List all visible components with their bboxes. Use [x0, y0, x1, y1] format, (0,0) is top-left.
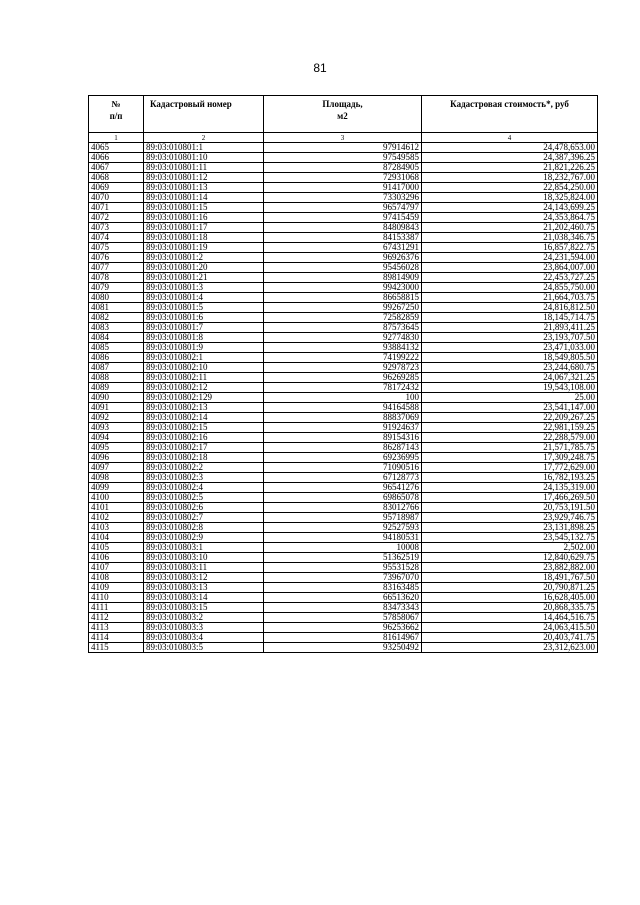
- table-row: [89, 443, 598, 453]
- area-cell: 83163485: [264, 583, 422, 593]
- table-row: [89, 373, 598, 383]
- cadastral-number-cell: 89:03:010802:8: [144, 523, 264, 533]
- cadastral-number-cell: 89:03:010801:18: [144, 233, 264, 243]
- table-row: [89, 323, 598, 333]
- cadastral-number-cell: 89:03:010802:15: [144, 423, 264, 433]
- area-cell: 73967070: [264, 573, 422, 583]
- area-cell: 83012766: [264, 503, 422, 513]
- table-row: [89, 633, 598, 643]
- table-row: [89, 623, 598, 633]
- row-number-cell: 4100: [89, 493, 144, 503]
- cadastral-value-cell: 21,038,346.75: [422, 233, 598, 243]
- cadastral-value-cell: 23,193,707.50: [422, 333, 598, 343]
- area-cell: 69865078: [264, 493, 422, 503]
- cadastral-value-cell: 21,893,411.25: [422, 323, 598, 333]
- table-row: [89, 173, 598, 183]
- table-row: [89, 463, 598, 473]
- area-cell: 92527593: [264, 523, 422, 533]
- cadastral-value-cell: 22,981,159.25: [422, 423, 598, 433]
- table-row: [89, 223, 598, 233]
- table-row: [89, 253, 598, 263]
- cadastral-number-cell: 89:03:010803:15: [144, 603, 264, 613]
- table-row: [89, 493, 598, 503]
- area-cell: 66513620: [264, 593, 422, 603]
- table-row: [89, 393, 598, 403]
- area-cell: 72931068: [264, 173, 422, 183]
- cadastral-number-cell: 89:03:010802:13: [144, 403, 264, 413]
- row-number-cell: 4110: [89, 593, 144, 603]
- cadastral-value-cell: 22,854,250.00: [422, 183, 598, 193]
- cadastral-value-cell: 21,202,460.75: [422, 223, 598, 233]
- row-number-cell: 4102: [89, 513, 144, 523]
- cadastral-value-cell: 18,145,714.75: [422, 313, 598, 323]
- cadastral-number-cell: 89:03:010801:8: [144, 333, 264, 343]
- row-number-cell: 4096: [89, 453, 144, 463]
- header-cadastral-value: Кадастровая стоимость*, руб: [422, 96, 598, 133]
- area-cell: 97415459: [264, 213, 422, 223]
- table-row: [89, 273, 598, 283]
- cadastral-value-cell: 24,135,319.00: [422, 483, 598, 493]
- cadastral-number-cell: 89:03:010802:1: [144, 353, 264, 363]
- cadastral-number-cell: 89:03:010803:4: [144, 633, 264, 643]
- table-row: [89, 333, 598, 343]
- row-number-cell: 4067: [89, 163, 144, 173]
- cadastral-number-cell: 89:03:010802:9: [144, 533, 264, 543]
- row-number-cell: 4077: [89, 263, 144, 273]
- table-row: [89, 403, 598, 413]
- cadastral-number-cell: 89:03:010803:11: [144, 563, 264, 573]
- column-number: 4: [422, 133, 598, 143]
- cadastral-number-cell: 89:03:010802:129: [144, 393, 264, 403]
- cadastral-value-cell: 12,840,629.75: [422, 553, 598, 563]
- row-number-cell: 4073: [89, 223, 144, 233]
- row-number-cell: 4098: [89, 473, 144, 483]
- row-number-cell: 4088: [89, 373, 144, 383]
- cadastral-number-cell: 89:03:010803:14: [144, 593, 264, 603]
- row-number-cell: 4115: [89, 643, 144, 653]
- cadastral-value-cell: 23,312,623.00: [422, 643, 598, 653]
- area-cell: 74199222: [264, 353, 422, 363]
- column-number: 3: [264, 133, 422, 143]
- row-number-cell: 4111: [89, 603, 144, 613]
- area-cell: 88837069: [264, 413, 422, 423]
- cadastral-number-cell: 89:03:010803:1: [144, 543, 264, 553]
- cadastral-value-cell: 16,782,193.25: [422, 473, 598, 483]
- header-area: Площадь, м2: [264, 96, 422, 133]
- row-number-cell: 4068: [89, 173, 144, 183]
- row-number-cell: 4097: [89, 463, 144, 473]
- cadastral-value-cell: 23,929,746.75: [422, 513, 598, 523]
- cadastral-number-cell: 89:03:010803:13: [144, 583, 264, 593]
- area-cell: 96269285: [264, 373, 422, 383]
- column-number: 1: [89, 133, 144, 143]
- cadastral-value-cell: 23,864,007.00: [422, 263, 598, 273]
- table-row: [89, 433, 598, 443]
- table-row: [89, 183, 598, 193]
- cadastral-number-cell: 89:03:010801:13: [144, 183, 264, 193]
- row-number-cell: 4079: [89, 283, 144, 293]
- cadastral-value-cell: 24,231,594.00: [422, 253, 598, 263]
- table-row: [89, 203, 598, 213]
- row-number-cell: 4081: [89, 303, 144, 313]
- area-cell: 84809843: [264, 223, 422, 233]
- row-number-cell: 4092: [89, 413, 144, 423]
- area-cell: 96253662: [264, 623, 422, 633]
- area-cell: 78172432: [264, 383, 422, 393]
- row-number-cell: 4090: [89, 393, 144, 403]
- cadastral-value-cell: 17,772,629.00: [422, 463, 598, 473]
- area-cell: 72582859: [264, 313, 422, 323]
- area-cell: 92774830: [264, 333, 422, 343]
- area-cell: 95718987: [264, 513, 422, 523]
- row-number-cell: 4113: [89, 623, 144, 633]
- area-cell: 100: [264, 393, 422, 403]
- row-number-cell: 4101: [89, 503, 144, 513]
- row-number-cell: 4086: [89, 353, 144, 363]
- row-number-cell: 4069: [89, 183, 144, 193]
- area-cell: 96926376: [264, 253, 422, 263]
- cadastral-value-cell: 24,387,396.25: [422, 153, 598, 163]
- cadastral-number-cell: 89:03:010802:17: [144, 443, 264, 453]
- cadastral-number-cell: 89:03:010801:17: [144, 223, 264, 233]
- cadastral-value-cell: 23,545,132.75: [422, 533, 598, 543]
- cadastral-value-cell: 24,063,415.50: [422, 623, 598, 633]
- table-row: [89, 243, 598, 253]
- cadastral-value-cell: 22,453,727.25: [422, 273, 598, 283]
- area-cell: 96574797: [264, 203, 422, 213]
- table-row: [89, 643, 598, 653]
- cadastral-value-cell: 23,131,898.25: [422, 523, 598, 533]
- cadastral-value-cell: 22,288,579.00: [422, 433, 598, 443]
- cadastral-number-cell: 89:03:010801:16: [144, 213, 264, 223]
- cadastral-value-cell: 20,790,871.25: [422, 583, 598, 593]
- table-row: [89, 303, 598, 313]
- area-cell: 92978723: [264, 363, 422, 373]
- cadastral-number-cell: 89:03:010801:21: [144, 273, 264, 283]
- row-number-cell: 4083: [89, 323, 144, 333]
- cadastral-value-cell: 2,502.00: [422, 543, 598, 553]
- cadastral-value-cell: 14,464,516.75: [422, 613, 598, 623]
- cadastral-number-cell: 89:03:010802:10: [144, 363, 264, 373]
- cadastral-number-cell: 89:03:010801:10: [144, 153, 264, 163]
- cadastral-number-cell: 89:03:010801:11: [144, 163, 264, 173]
- row-number-cell: 4076: [89, 253, 144, 263]
- area-cell: 94180531: [264, 533, 422, 543]
- row-number-cell: 4080: [89, 293, 144, 303]
- area-cell: 86287143: [264, 443, 422, 453]
- cadastral-value-cell: 18,491,767.50: [422, 573, 598, 583]
- cadastral-number-cell: 89:03:010802:2: [144, 463, 264, 473]
- cadastral-number-cell: 89:03:010803:2: [144, 613, 264, 623]
- table-row: [89, 603, 598, 613]
- cadastral-table: [88, 95, 598, 653]
- area-cell: 51362519: [264, 553, 422, 563]
- row-number-cell: 4071: [89, 203, 144, 213]
- cadastral-number-cell: 89:03:010802:4: [144, 483, 264, 493]
- header-cadastral-number: Кадастровый номер: [144, 96, 264, 133]
- cadastral-value-cell: 21,571,785.75: [422, 443, 598, 453]
- cadastral-value-cell: 25.00: [422, 393, 598, 403]
- row-number-cell: 4085: [89, 343, 144, 353]
- row-number-cell: 4099: [89, 483, 144, 493]
- row-number-cell: 4075: [89, 243, 144, 253]
- row-number-cell: 4106: [89, 553, 144, 563]
- table-row: [89, 423, 598, 433]
- cadastral-number-cell: 89:03:010802:7: [144, 513, 264, 523]
- area-cell: 83473343: [264, 603, 422, 613]
- row-number-cell: 4094: [89, 433, 144, 443]
- area-cell: 71090516: [264, 463, 422, 473]
- cadastral-value-cell: 24,478,653.00: [422, 143, 598, 153]
- header-number: № п/п: [89, 96, 144, 133]
- cadastral-number-cell: 89:03:010803:10: [144, 553, 264, 563]
- area-cell: 87573645: [264, 323, 422, 333]
- table-row: [89, 473, 598, 483]
- cadastral-value-cell: 16,628,405.00: [422, 593, 598, 603]
- cadastral-number-cell: 89:03:010801:6: [144, 313, 264, 323]
- cadastral-value-cell: 24,816,812.50: [422, 303, 598, 313]
- cadastral-number-cell: 89:03:010801:5: [144, 303, 264, 313]
- table-row: [89, 503, 598, 513]
- column-number: 2: [144, 133, 264, 143]
- row-number-cell: 4114: [89, 633, 144, 643]
- table-row: [89, 263, 598, 273]
- table-row: [89, 563, 598, 573]
- cadastral-number-cell: 89:03:010803:12: [144, 573, 264, 583]
- table-row: [89, 313, 598, 323]
- table-row: [89, 143, 598, 153]
- cadastral-value-cell: 24,143,699.25: [422, 203, 598, 213]
- table-row: [89, 553, 598, 563]
- cadastral-value-cell: 23,471,033.00: [422, 343, 598, 353]
- table-row: [89, 453, 598, 463]
- table-row: [89, 213, 598, 223]
- area-cell: 93250492: [264, 643, 422, 653]
- row-number-cell: 4091: [89, 403, 144, 413]
- cadastral-number-cell: 89:03:010801:7: [144, 323, 264, 333]
- cadastral-number-cell: 89:03:010801:2: [144, 253, 264, 263]
- table-row: [89, 153, 598, 163]
- cadastral-number-cell: 89:03:010801:19: [144, 243, 264, 253]
- cadastral-value-cell: 23,244,680.75: [422, 363, 598, 373]
- cadastral-value-cell: 20,868,335.75: [422, 603, 598, 613]
- table-body: [89, 143, 598, 653]
- row-number-cell: 4082: [89, 313, 144, 323]
- cadastral-value-cell: 21,664,703.75: [422, 293, 598, 303]
- table-row: [89, 283, 598, 293]
- row-number-cell: 4109: [89, 583, 144, 593]
- row-number-cell: 4078: [89, 273, 144, 283]
- table-row: [89, 413, 598, 423]
- area-cell: 97549585: [264, 153, 422, 163]
- cadastral-number-cell: 89:03:010802:5: [144, 493, 264, 503]
- table-row: [89, 343, 598, 353]
- row-number-cell: 4087: [89, 363, 144, 373]
- table-row: [89, 363, 598, 373]
- cadastral-number-cell: 89:03:010802:3: [144, 473, 264, 483]
- cadastral-number-cell: 89:03:010801:1: [144, 143, 264, 153]
- cadastral-value-cell: 23,882,882.00: [422, 563, 598, 573]
- area-cell: 96541276: [264, 483, 422, 493]
- cadastral-value-cell: 18,232,767.00: [422, 173, 598, 183]
- table-row: [89, 353, 598, 363]
- area-cell: 95456028: [264, 263, 422, 273]
- column-number-row: [89, 133, 598, 143]
- table-row: [89, 483, 598, 493]
- area-cell: 10008: [264, 543, 422, 553]
- cadastral-number-cell: 89:03:010801:15: [144, 203, 264, 213]
- table-row: [89, 233, 598, 243]
- cadastral-number-cell: 89:03:010802:11: [144, 373, 264, 383]
- row-number-cell: 4095: [89, 443, 144, 453]
- table-row: [89, 583, 598, 593]
- row-number-cell: 4066: [89, 153, 144, 163]
- row-number-cell: 4065: [89, 143, 144, 153]
- cadastral-value-cell: 19,543,108.00: [422, 383, 598, 393]
- area-cell: 84153387: [264, 233, 422, 243]
- table-row: [89, 163, 598, 173]
- cadastral-number-cell: 89:03:010803:5: [144, 643, 264, 653]
- area-cell: 57858067: [264, 613, 422, 623]
- table-row: [89, 573, 598, 583]
- table-row: [89, 613, 598, 623]
- table-row: [89, 383, 598, 393]
- area-cell: 99267250: [264, 303, 422, 313]
- row-number-cell: 4112: [89, 613, 144, 623]
- cadastral-number-cell: 89:03:010803:3: [144, 623, 264, 633]
- area-cell: 99423000: [264, 283, 422, 293]
- row-number-cell: 4072: [89, 213, 144, 223]
- area-cell: 86658815: [264, 293, 422, 303]
- cadastral-number-cell: 89:03:010801:9: [144, 343, 264, 353]
- table-row: [89, 523, 598, 533]
- row-number-cell: 4107: [89, 563, 144, 573]
- row-number-cell: 4093: [89, 423, 144, 433]
- cadastral-value-cell: 20,753,191.50: [422, 503, 598, 513]
- cadastral-number-cell: 89:03:010801:20: [144, 263, 264, 273]
- cadastral-number-cell: 89:03:010801:3: [144, 283, 264, 293]
- area-cell: 94164588: [264, 403, 422, 413]
- cadastral-value-cell: 20,403,741.75: [422, 633, 598, 643]
- area-cell: 67128773: [264, 473, 422, 483]
- table-row: [89, 513, 598, 523]
- cadastral-number-cell: 89:03:010801:4: [144, 293, 264, 303]
- area-cell: 91417000: [264, 183, 422, 193]
- row-number-cell: 4103: [89, 523, 144, 533]
- table-row: [89, 193, 598, 203]
- area-cell: 93884132: [264, 343, 422, 353]
- cadastral-value-cell: 16,857,822.75: [422, 243, 598, 253]
- area-cell: 69236995: [264, 453, 422, 463]
- table-header-row: [89, 96, 598, 133]
- area-cell: 95531528: [264, 563, 422, 573]
- area-cell: 81614967: [264, 633, 422, 643]
- row-number-cell: 4070: [89, 193, 144, 203]
- table-row: [89, 533, 598, 543]
- cadastral-number-cell: 89:03:010802:16: [144, 433, 264, 443]
- cadastral-number-cell: 89:03:010801:14: [144, 193, 264, 203]
- cadastral-value-cell: 23,541,147.00: [422, 403, 598, 413]
- row-number-cell: 4089: [89, 383, 144, 393]
- area-cell: 89154316: [264, 433, 422, 443]
- cadastral-number-cell: 89:03:010802:12: [144, 383, 264, 393]
- row-number-cell: 4084: [89, 333, 144, 343]
- area-cell: 87284905: [264, 163, 422, 173]
- row-number-cell: 4108: [89, 573, 144, 583]
- area-cell: 67431291: [264, 243, 422, 253]
- cadastral-value-cell: 24,067,321.25: [422, 373, 598, 383]
- table-row: [89, 543, 598, 553]
- cadastral-value-cell: 21,821,226.25: [422, 163, 598, 173]
- cadastral-value-cell: 22,209,267.25: [422, 413, 598, 423]
- row-number-cell: 4105: [89, 543, 144, 553]
- table-row: [89, 593, 598, 603]
- row-number-cell: 4074: [89, 233, 144, 243]
- cadastral-value-cell: 18,549,805.50: [422, 353, 598, 363]
- cadastral-number-cell: 89:03:010802:6: [144, 503, 264, 513]
- row-number-cell: 4104: [89, 533, 144, 543]
- cadastral-value-cell: 17,466,269.50: [422, 493, 598, 503]
- cadastral-number-cell: 89:03:010802:18: [144, 453, 264, 463]
- cadastral-value-cell: 24,353,864.75: [422, 213, 598, 223]
- page-number: 81: [313, 61, 327, 75]
- cadastral-number-cell: 89:03:010801:12: [144, 173, 264, 183]
- table-row: [89, 293, 598, 303]
- area-cell: 91924637: [264, 423, 422, 433]
- cadastral-number-cell: 89:03:010802:14: [144, 413, 264, 423]
- cadastral-value-cell: 18,325,824.00: [422, 193, 598, 203]
- area-cell: 73303296: [264, 193, 422, 203]
- cadastral-value-cell: 24,855,750.00: [422, 283, 598, 293]
- area-cell: 97914612: [264, 143, 422, 153]
- area-cell: 89814909: [264, 273, 422, 283]
- cadastral-value-cell: 17,309,248.75: [422, 453, 598, 463]
